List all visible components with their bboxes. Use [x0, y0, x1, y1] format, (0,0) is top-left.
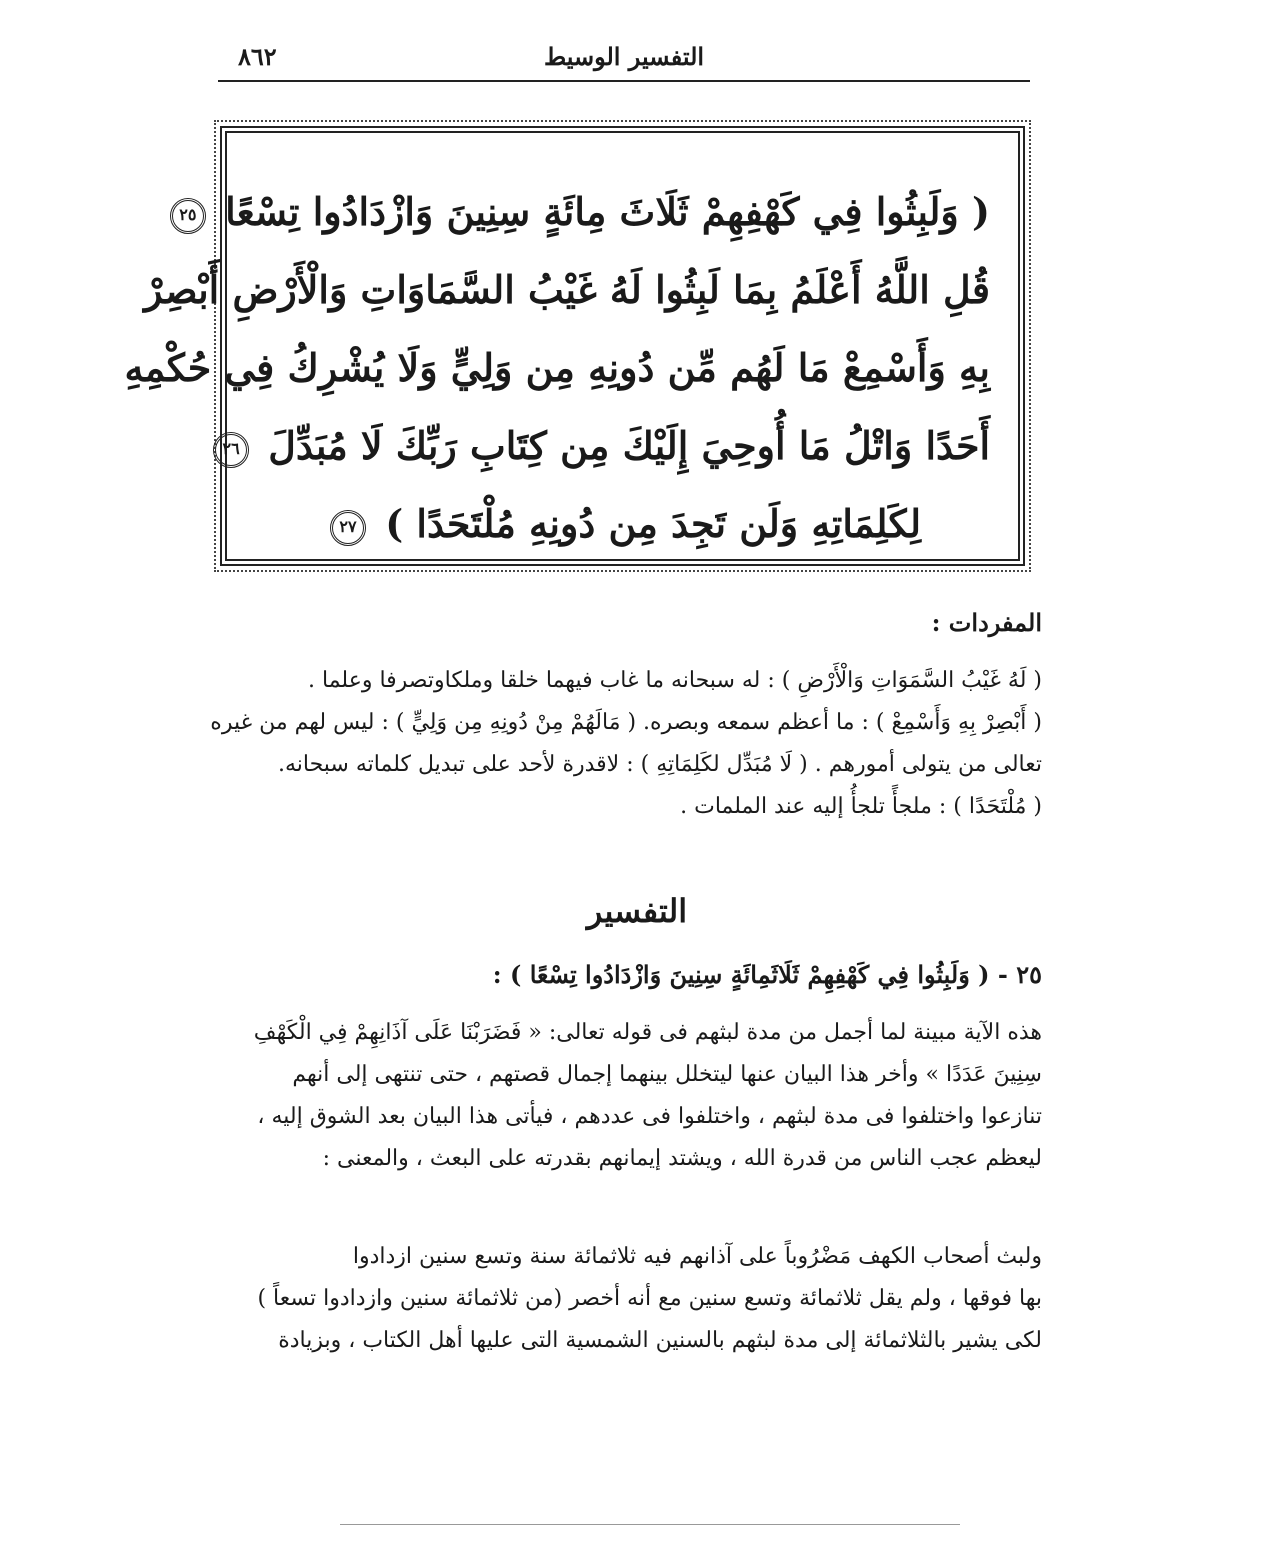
running-title: التفسير الوسيط	[543, 42, 705, 71]
ayah-number-marker: ٢٧	[330, 510, 366, 546]
verse-line	[255, 485, 990, 563]
vocabulary-line: تعالى من يتولى أمورهم . ( لَا مُبَدِّل لكَلِمَاتِهِ ) : لاقدرة لأحد على تبديل كلماته سبحانه.	[277, 752, 1042, 777]
paragraph-line: تنازعوا واختلفوا فى مدة لبثهم ، واختلفوا فى عددهم ، فيأتى هذا البيان بعد الشوق إليه ،	[257, 1104, 1042, 1129]
quran-verse-frame	[124, 126, 1025, 566]
vocabulary-line: ( مُلْتَحَدًا ) : ملجأً تلجأُ إليه عند الملمات .	[680, 794, 1042, 819]
page-number: ٨٦٢	[238, 42, 277, 71]
paragraph-line: سِنِينَ عَدَدًا » وأخر هذا البيان عنها ليتخلل بينهما إجمال قصتهم ، حتى تنتهى إلى أنهم	[292, 1062, 1042, 1087]
verse-line: قُلِ اللَّهُ أَعْلَمُ بِمَا لَبِثُوا لَهُ غَيْبُ السَّمَاوَاتِ وَالْأَرْضِ أَبْصِرْ	[144, 267, 990, 312]
ayah-number-marker: ٢٥	[170, 198, 206, 234]
ayah-number-marker: ٢٦	[213, 432, 249, 468]
paragraph-line: ليعظم عجب الناس من قدرة الله ، ويشتد إيمانهم بقدرته على البعث ، والمعنى :	[322, 1146, 1042, 1171]
vocabulary-line: ( لَهُ غَيْبُ السَّمَوَاتِ وَالْأَرْضِ ) : له سبحانه ما غاب فيهما خلقا وملكاوتصرفا وعلما .	[308, 668, 1042, 693]
footer-rule	[340, 1524, 960, 1525]
verse-line-text: ( وَلَبِثُوا فِي كَهْفِهِمْ ثَلَاثَ مِائَةٍ سِنِينَ وَازْدَادُوا تِسْعًا	[225, 189, 990, 234]
tafsir-section-title: التفسير	[586, 892, 688, 930]
paragraph-line: ولبث أصحاب الكهف مَضْرُوباً على آذانهم فيه ثلاثمائة سنة وتسع سنين ازدادوا	[352, 1244, 1042, 1269]
verse-line	[179, 173, 990, 251]
paragraph-line: بها فوقها ، ولم يقل ثلاثمائة وتسع سنين مع أنه أخصر (من ثلاثمائة سنين وازدادوا تسعاً )	[257, 1286, 1042, 1311]
verse-line: بِهِ وَأَسْمِعْ مَا لَهُم مِّن دُونِهِ مِن وَلِيٍّ وَلَا يُشْرِكُ فِي حُكْمِهِ	[124, 345, 990, 390]
tafsir-verse-heading: ٢٥ - ( وَلَبِثُوا فِي كَهْفِهِمْ ثَلَاثَمِائَةٍ سِنِينَ وَازْدَادُوا تِسْعًا ) :	[492, 960, 1042, 989]
paragraph-line: لكى يشير بالثلاثمائة إلى مدة لبثهم بالسنين الشمسية التى عليها أهل الكتاب ، وبزيادة	[278, 1328, 1042, 1353]
vocabulary-line: ( أَبْصِرْ بِهِ وَأَسْمِعْ ) : ما أعظم سمعه وبصره. ( مَالَهُمْ مِنْ دُونِهِ مِن وَلِيٍّ ) : ليس لهم من غيره	[210, 710, 1042, 735]
running-header	[218, 40, 1030, 82]
tafsir-paragraph-2	[210, 1236, 1042, 1362]
verse-text	[124, 173, 990, 563]
verse-line	[222, 407, 990, 485]
verse-line-text: أَحَدًا وَاتْلُ مَا أُوحِيَ إِلَيْكَ مِن كِتَابِ رَبِّكَ لَا مُبَدِّلَ	[268, 423, 990, 468]
verse-line-text: لِكَلِمَاتِهِ وَلَن تَجِدَ مِن دُونِهِ مُلْتَحَدًا )	[385, 501, 922, 546]
vocabulary-body	[210, 660, 1042, 828]
vocabulary-heading: المفردات :	[931, 608, 1042, 637]
tafsir-paragraph-1	[210, 1012, 1042, 1180]
paragraph-line: هذه الآية مبينة لما أجمل من مدة لبثهم فى قوله تعالى: « فَضَرَبْنَا عَلَى آذَانِهِمْ فِي الْكَهْفِ	[253, 1020, 1042, 1045]
